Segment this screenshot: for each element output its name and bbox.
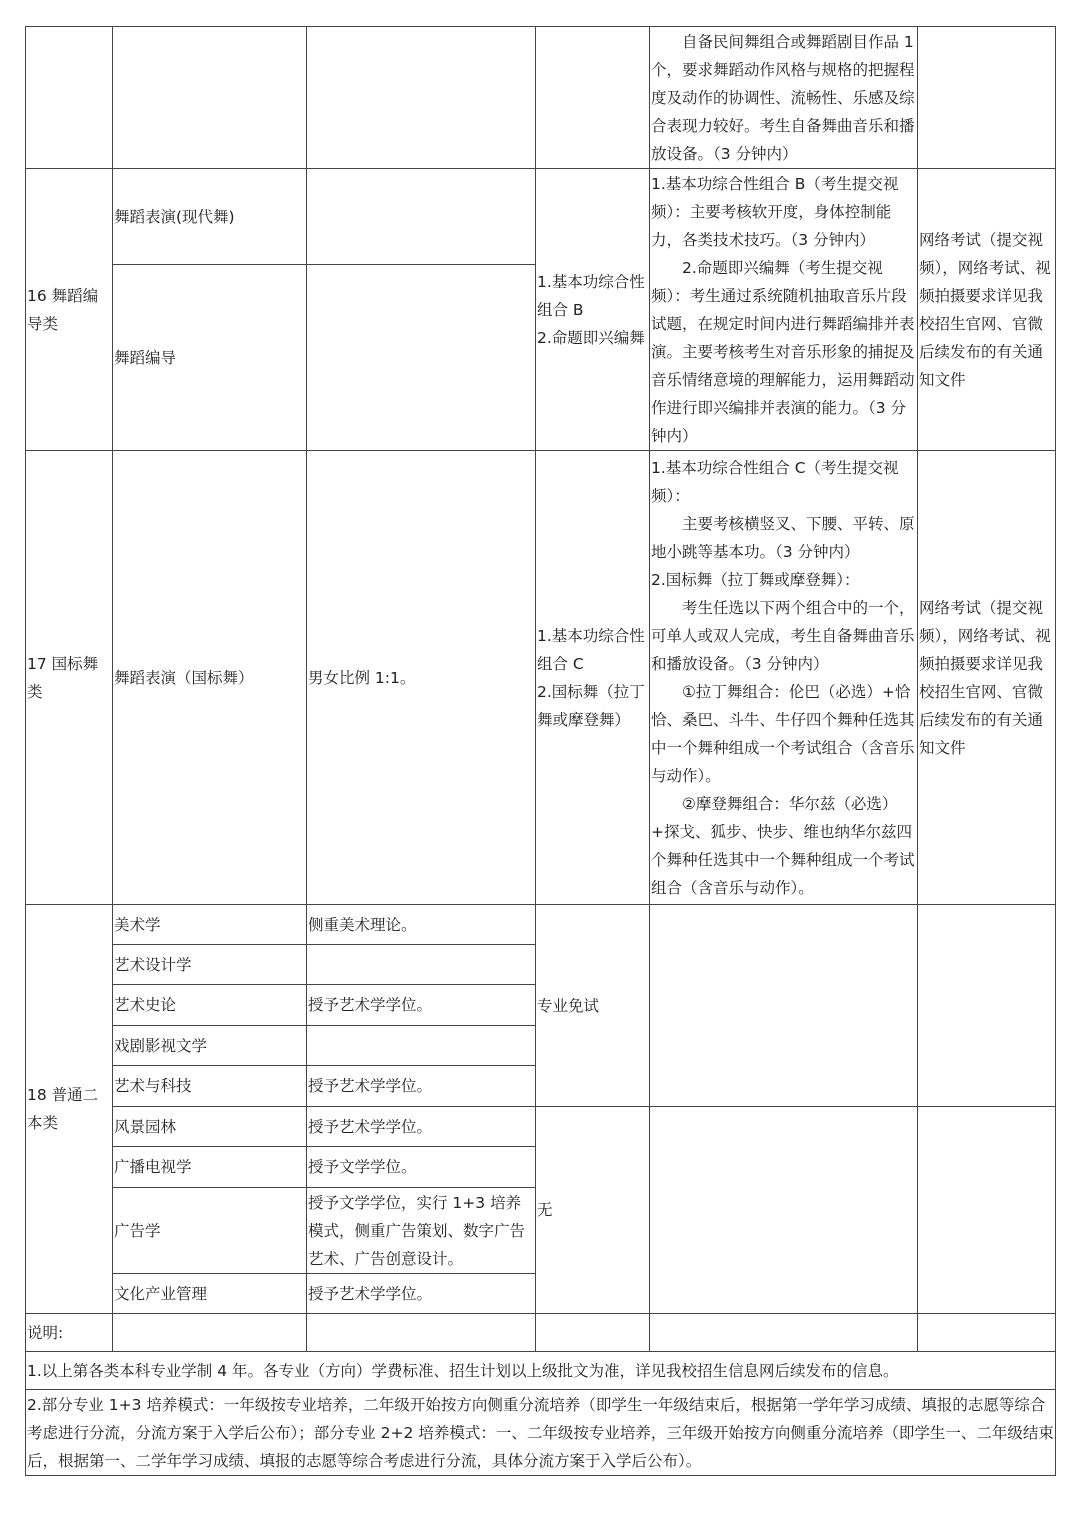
category-cell: 17 国标舞类 <box>26 451 113 905</box>
remark-cell: 授予文学学位，实行 1+3 培养模式，侧重广告策划、数字广告艺术、广告创意设计。 <box>307 1188 536 1274</box>
exam-items-cell: 专业免试 <box>536 905 650 1107</box>
method-cell: 网络考试（提交视频），网络考试、视频拍摄要求详见我校招生官网、官微后续发布的有关通知文件 <box>918 451 1056 905</box>
table-row <box>26 27 1056 169</box>
remark-cell: 授予艺术学学位。 <box>307 985 536 1026</box>
note-2: 2.部分专业 1+3 培养模式：一年级按专业培养，二年级开始按方向侧重分流培养（即学生一年级结束后，根据第一学年学习成绩、填报的志愿等综合考虑进行分流，分流方案于入学后公布）；部分专业 2+2 培养模式：一、二年级按专业培养，三年级开始按方向侧重分流培养（即学生一、二年级结束后，根据第一、二学年学习成绩、填报的志愿等综合考虑进行分流，具体分流方案于入学后公布）。 <box>26 1390 1056 1476</box>
notes-label: 说明: <box>26 1314 113 1352</box>
table-row <box>26 169 1056 265</box>
major-cell: 舞蹈表演（国标舞） <box>113 451 307 905</box>
major-cell: 戏剧影视文学 <box>113 1026 307 1066</box>
category-cell: 18 普通二本类 <box>26 905 113 1314</box>
remark-cell: 授予艺术学学位。 <box>307 1274 536 1314</box>
exam-content-cell: 1.基本功综合性组合 C（考生提交视频）： 主要考核横竖叉、下腰、平转、原地小跳等基本功。（3 分钟内） 2.国标舞（拉丁舞或摩登舞）： 考生任选以下两个组合中的一个，可单人或双人完成，考生自备舞曲音乐和播放设备。（3 分钟内） ①拉丁舞组合：伦巴（必选）+恰恰、桑巴、斗牛、牛仔四个舞种任选其中一个舞种组成一个考试组合（含音乐与动作）。 ②摩登舞组合：华尔兹（必选）+探戈、狐步、快步、维也纳华尔兹四个舞种任选其中一个舞种组成一个考试组合（含音乐与动作）。 <box>650 451 918 905</box>
note-1: 1.以上第各类本科专业学制 4 年。各专业（方向）学费标准、招生计划以上级批文为准，详见我校招生信息网后续发布的信息。 <box>26 1352 1056 1390</box>
remark-cell <box>307 1026 536 1066</box>
exam-items-cell: 无 <box>536 1107 650 1314</box>
remark-cell: 授予艺术学学位。 <box>307 1107 536 1147</box>
category-cell: 16 舞蹈编导类 <box>26 169 113 451</box>
admissions-table <box>25 26 1056 1476</box>
table-row <box>26 1314 1056 1352</box>
major-cell: 艺术史论 <box>113 985 307 1026</box>
remark-cell: 侧重美术理论。 <box>307 905 536 945</box>
table-row <box>26 905 1056 945</box>
major-cell: 艺术设计学 <box>113 945 307 985</box>
major-cell: 风景园林 <box>113 1107 307 1147</box>
remark-cell: 男女比例 1:1。 <box>307 451 536 905</box>
table-row <box>26 451 1056 905</box>
table-row <box>26 1107 1056 1147</box>
major-cell: 舞蹈表演(现代舞) <box>113 169 307 265</box>
major-cell: 舞蹈编导 <box>113 265 307 451</box>
exam-content-cell: 1.基本功综合性组合 B（考生提交视频）：主要考核软开度，身体控制能力，各类技术技巧。（3 分钟内） 2.命题即兴编舞（考生提交视频）：考生通过系统随机抽取音乐片段试题，在规定时间内进行舞蹈编排并表演。主要考核考生对音乐形象的捕捉及音乐情绪意境的理解能力，运用舞蹈动作进行即兴编排并表演的能力。（3 分钟内） <box>650 169 918 451</box>
exam-items-cell: 1.基本功综合性组合 C 2.国标舞（拉丁舞或摩登舞） <box>536 451 650 905</box>
method-cell: 网络考试（提交视频），网络考试、视频拍摄要求详见我校招生官网、官微后续发布的有关通知文件 <box>918 169 1056 451</box>
remark-cell: 授予文学学位。 <box>307 1147 536 1188</box>
major-cell: 美术学 <box>113 905 307 945</box>
major-cell: 广告学 <box>113 1188 307 1274</box>
remark-cell <box>307 945 536 985</box>
remark-cell: 授予艺术学学位。 <box>307 1066 536 1107</box>
table-row <box>26 1352 1056 1390</box>
exam-content: 自备民间舞组合或舞蹈剧目作品 1 个，要求舞蹈动作风格与规格的把握程度及动作的协调性、流畅性、乐感及综合表现力较好。考生自备舞曲音乐和播放设备。（3 分钟内） <box>651 32 915 163</box>
exam-items-cell: 1.基本功综合性组合 B 2.命题即兴编舞 <box>536 169 650 451</box>
table-row <box>26 1390 1056 1476</box>
major-cell: 广播电视学 <box>113 1147 307 1188</box>
major-cell: 文化产业管理 <box>113 1274 307 1314</box>
major-cell: 艺术与科技 <box>113 1066 307 1107</box>
